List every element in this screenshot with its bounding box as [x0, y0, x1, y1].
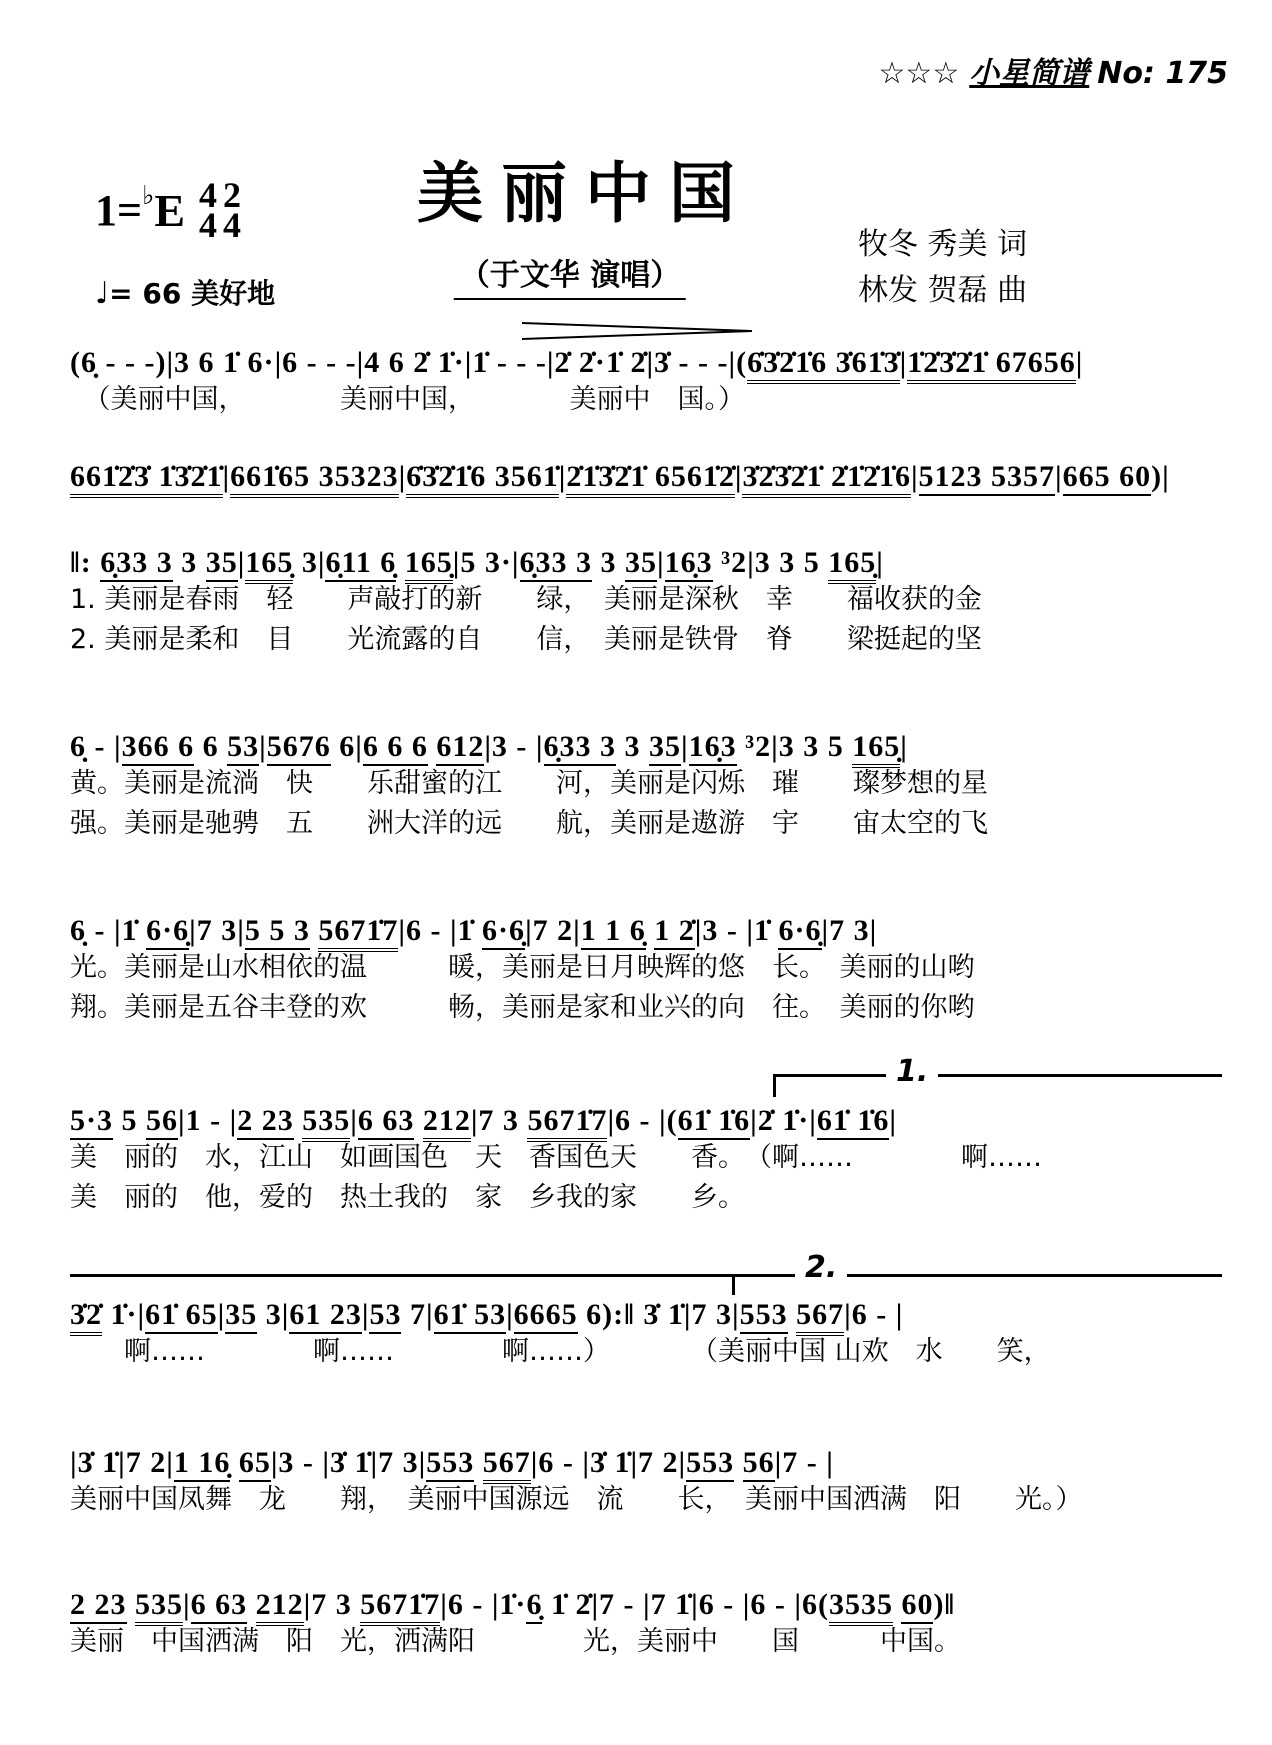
key-prefix: 1=: [95, 185, 143, 235]
credits: [858, 222, 1027, 314]
system-1: [70, 328, 1222, 420]
key-signature: [95, 175, 242, 245]
lyric-line: 美丽 中国洒满 阳 光，洒满阳 光，美丽中 国 中国。: [70, 1626, 961, 1657]
system-9: [70, 1570, 1222, 1662]
quarter-note-icon: ♩: [95, 276, 110, 311]
system-3: [70, 528, 1222, 660]
page-header: [879, 48, 1228, 92]
lyric-line: 美丽中国凤舞 龙 翔， 美丽中国源远 流 长， 美丽中国洒满 阳 光。）: [70, 1484, 1083, 1515]
system-2: [70, 442, 1222, 494]
composer: 林发 贺磊 曲: [858, 273, 1028, 308]
volta-2-label: 2.: [795, 1253, 847, 1283]
tempo-mood: 美好地: [191, 277, 276, 310]
key-letter: E: [154, 184, 186, 236]
ts1-denominator: 4: [199, 205, 218, 245]
sheet-number: No: 175: [1097, 56, 1228, 91]
time-signature-2: [223, 175, 242, 245]
system-4: [70, 712, 1222, 844]
notation-line: 2 23 535|6 63 212|7 3 5671̇7|6 - |1̇·6̣ 1̇ 2̇|7 - |7 1̇|6 - |6 - |6(3535 60)‖: [70, 1570, 1222, 1622]
system-8: [70, 1428, 1222, 1520]
system-6: [70, 1054, 1222, 1218]
star-icons: ☆☆☆: [878, 56, 960, 91]
ts2-numerator: 2: [223, 175, 242, 215]
song-title: 美丽中国: [417, 155, 753, 232]
notation-line: (6̣ - - -)|3 6 1̇ 6·|6 - - -|4 6 2̇ 1̇·|1̇ - - -|2̇ 2̇·1̇ 2̇|3̇ - - -|(6̇3̇2̇1̇6 3̇61̇3̇|1̇2̇3̇2̇1̇ 67656|: [70, 328, 1222, 380]
volta-1-label: 1.: [886, 1057, 938, 1087]
volta-bracket-1: [773, 1054, 1222, 1097]
notation-line: 6̣ - |1̇ 6·6̣|7 3|5 5 3 5671̇7|6 - |1̇ 6·6̣|7 2|1 1 6̣ 1 2̇|3 - |1̇ 6·6̣|7 3|: [70, 896, 1222, 948]
ts1-numerator: 4: [199, 175, 218, 215]
lyric-line: 啊…… 啊…… 啊……） （美丽中国 山欢 水 笑，: [70, 1336, 1051, 1367]
score: [70, 328, 1222, 1662]
volta-1-continuation-line: [70, 1274, 732, 1277]
notation-line: 5·3 5 56|1 - |2 23 535|6 63 212|7 3 5671̇7|6 - |(61̇ 1̇6|2̇ 1̇·|61̇ 1̇6|: [70, 1086, 1222, 1138]
system-5: [70, 896, 1222, 1028]
time-signature-1: [199, 175, 218, 245]
tempo-value: = 66: [109, 277, 182, 310]
notation-line: |3̇ 1̇|7 2|1 16̣ 65|3 - |3̇ 1̇|7 3|553 567|6 - |3̇ 1̇|7 2|553 56|7 - |: [70, 1428, 1222, 1480]
tempo-marking: [95, 272, 275, 312]
lyric-line-verse-2: 翔。美丽是五谷丰登的欢 畅，美丽是家和业兴的向 往。 美丽的你哟: [70, 992, 975, 1023]
lyric-line: （美丽中国， 美丽中国， 美丽中 国。）: [70, 384, 745, 415]
series-name: 小星简谱: [969, 56, 1090, 91]
system-7: [70, 1250, 1222, 1372]
lyric-line-verse-1: 光。美丽是山水相依的温 暖，美丽是日月映辉的悠 长。 美丽的山哟: [70, 952, 975, 983]
lyric-line-verse-2: 2. 美丽是柔和 目 光流露的自 信， 美丽是铁骨 脊 梁挺起的坚: [70, 624, 982, 655]
lyricist: 牧冬 秀美 词: [858, 227, 1028, 262]
notation-line: 661̇2̇3̇ 1̇3̇2̇1̇|661̇65 35323|6̇3̇2̇1̇6 3561̇|2̇1̇3̇2̇1̇ 6561̇2̇|3̇2̇3̇2̇1̇ 2̇1̇2̇1̇6|5123 5357|665 60)|: [70, 442, 1222, 494]
notation-line: 6̣ - |366 6 6 53|5676 6|6 6 6 612|3 - |6̣33 3 3 35|16̣3 ³2|3 3 5 165̣|: [70, 712, 1222, 764]
decrescendo-hairpin: [522, 322, 754, 340]
volta-bracket-2: [732, 1250, 1222, 1295]
lyric-line-verse-1: 1. 美丽是春雨 轻 声敲打的新 绿， 美丽是深秋 幸 福收获的金: [70, 584, 982, 615]
lyric-line-verse-1: 黄。美丽是流淌 快 乐甜蜜的江 河，美丽是闪烁 璀 璨梦想的星: [70, 768, 988, 799]
lyric-line-verse-2: 美 丽的 他，爱的 热土我的 家 乡我的家 乡。: [70, 1182, 745, 1213]
lyric-line-verse-2: 强。美丽是驰骋 五 洲大洋的远 航，美丽是遨游 宇 宙太空的飞: [70, 808, 988, 839]
notation-line: 3̇2̇ 1̇·|61̇ 65|35 3|61 23|53 7|61̇ 53|6665 6):‖ 3̇ 1̇|7 3|553 567|6 - |: [70, 1280, 1222, 1332]
flat-icon: ♭: [142, 181, 155, 210]
performer: （于文华 演唱）: [454, 250, 686, 300]
lyric-line-verse-1: 美 丽的 水，江山 如画国色 天 香国色天 香。 （啊…… 啊……: [70, 1142, 1042, 1173]
ts2-denominator: 4: [223, 205, 242, 245]
notation-line: ‖: 6̣33 3 3 35|165̣ 3|6̣11 6̣ 165̣|5 3·|6̣33 3 3 35|16̣3 ³2|3 3 5 165̣|: [70, 528, 1222, 580]
